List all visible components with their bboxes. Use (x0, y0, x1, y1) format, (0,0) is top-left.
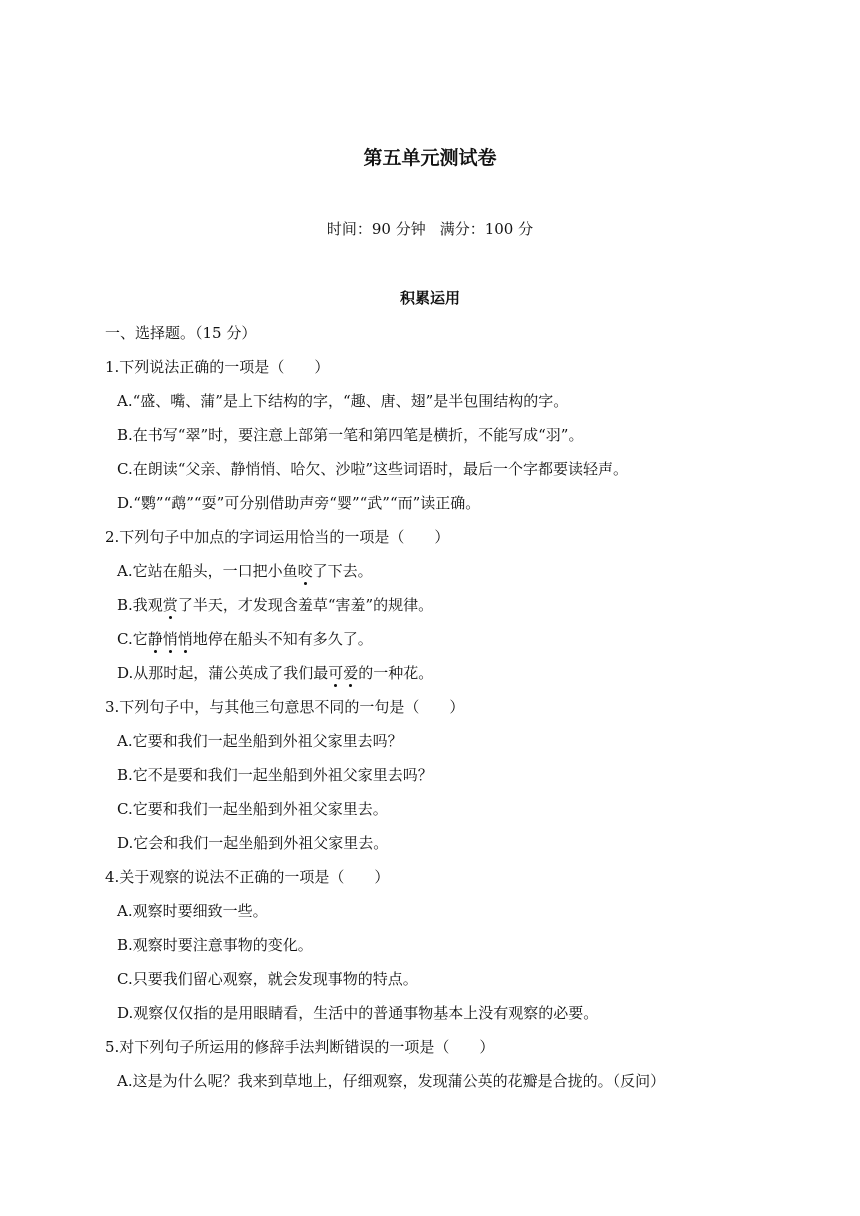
question-1-option-b: B.在书写“翠”时，要注意上部第一笔和第四笔是横折，不能写成“羽”。 (117, 426, 584, 444)
question-3-option-d: D.它会和我们一起坐船到外祖父家里去。 (117, 834, 389, 852)
option-text: B.我观 (117, 596, 163, 614)
question-1-option-a: A.“盛、嘴、蒲”是上下结构的字，“趣、唐、翅”是半包围结构的字。 (117, 392, 569, 410)
question-1-stem: 1.下列说法正确的一项是（ ） (105, 358, 330, 376)
dotted-word (328, 664, 358, 682)
exam-meta (0, 218, 860, 239)
question-1-option-c: C.在朗读“父亲、静悄悄、哈欠、沙啦”这些词语时，最后一个字都要读轻声。 (117, 460, 629, 478)
option-text: 的一种花。 (358, 664, 434, 682)
question-2-stem: 2.下列句子中加点的字词运用恰当的一项是（ ） (105, 528, 450, 546)
question-4-option-b: B.观察时要注意事物的变化。 (117, 936, 313, 954)
question-3-option-a: A.它要和我们一起坐船到外祖父家里去吗？ (117, 732, 403, 750)
dotted-word (148, 630, 193, 648)
question-5-option-a: A.这是为什么呢？我来到草地上，仔细观察，发现蒲公英的花瓣是合拢的。（反问） (117, 1072, 666, 1090)
dotted-word (163, 596, 178, 614)
part-heading: 一、选择题。（15 分） (105, 324, 257, 342)
emphasis-dot-char: 赏 (162, 596, 178, 614)
question-2-option-d (105, 656, 805, 690)
question-4-option-d: D.观察仅仅指的是用眼睛看，生活中的普通事物基本上没有观察的必要。 (117, 1004, 599, 1022)
emphasis-dot-char: 爱 (343, 664, 359, 682)
question-3-option-b: B.它不是要和我们一起坐船到外祖父家里去吗？ (117, 766, 433, 784)
emphasis-dot-char: 可 (328, 664, 344, 682)
question-3-stem: 3.下列句子中，与其他三句意思不同的一句是（ ） (105, 698, 465, 716)
option-text: 了半天，才发现含羞草“害羞”的规律。 (177, 596, 434, 614)
time-limit: 时间：90 分钟 (326, 220, 426, 238)
section-heading: 积累运用 (399, 289, 460, 307)
option-text: D.从那时起，蒲公英成了我们最 (117, 664, 329, 682)
option-text: A.它站在船头，一口把小鱼 (117, 562, 298, 580)
full-score: 满分：100 分 (439, 220, 534, 238)
dotted-word (298, 562, 313, 580)
question-4-option-c: C.只要我们留心观察，就会发现事物的特点。 (117, 970, 418, 988)
question-2-option-a (105, 554, 805, 588)
emphasis-dot-char: 咬 (297, 562, 313, 580)
question-3-option-c: C.它要和我们一起坐船到外祖父家里去。 (117, 800, 388, 818)
question-2-option-c (105, 622, 805, 656)
question-5-stem: 5.对下列句子所运用的修辞手法判断错误的一项是（ ） (105, 1038, 495, 1056)
option-text: C.它 (117, 630, 148, 648)
emphasis-dot-char: 静 (147, 630, 163, 648)
question-4-stem: 4.关于观察的说法不正确的一项是（ ） (105, 868, 390, 886)
emphasis-dot-char: 悄 (162, 630, 178, 648)
question-4-option-a: A.观察时要细致一些。 (117, 902, 268, 920)
question-2-option-b (105, 588, 805, 622)
emphasis-dot-char: 悄 (177, 630, 193, 648)
option-text: 了下去。 (312, 562, 373, 580)
page-title: 第五单元测试卷 (363, 147, 497, 169)
option-text: 地停在船头不知有多久了。 (192, 630, 373, 648)
question-list (105, 316, 805, 1098)
question-1-option-d: D.“鹦”“鹉”“耍”可分别借助声旁“婴”“武”“而”读正确。 (117, 494, 481, 512)
